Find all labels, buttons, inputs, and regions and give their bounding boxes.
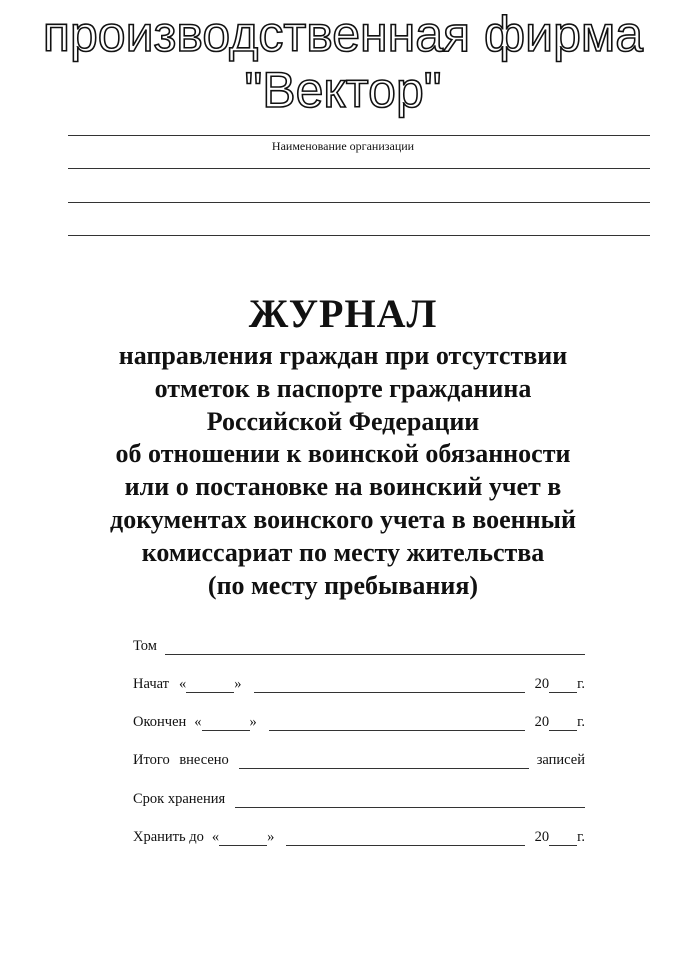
keep-until-row xyxy=(133,828,585,846)
org-line-2 xyxy=(68,168,650,169)
quote-open: « xyxy=(211,829,220,845)
year-suffix: г. xyxy=(577,676,585,692)
quote-open: « xyxy=(179,676,187,692)
keep-month-field[interactable] xyxy=(286,831,524,846)
volume-field[interactable] xyxy=(165,640,585,655)
records-label: записей xyxy=(536,752,585,768)
ended-year-field[interactable] xyxy=(549,716,577,731)
year-prefix: 20 xyxy=(534,714,550,730)
total-field[interactable] xyxy=(239,754,529,769)
volume-row xyxy=(133,637,585,655)
watermark: производственная фирма "Вектор" xyxy=(42,6,644,118)
quote-open: « xyxy=(194,714,202,730)
total-row xyxy=(133,751,585,769)
volume-label: Том xyxy=(133,638,157,654)
org-line-4 xyxy=(68,235,650,236)
started-month-field[interactable] xyxy=(254,678,525,693)
subtitle-line: об отношении к воинской обязанности xyxy=(115,439,571,469)
subtitle-line: направления граждан при отсутствии xyxy=(118,341,568,370)
subtitle-line: (по месту пребывания) xyxy=(207,570,479,600)
org-line-1 xyxy=(68,135,650,136)
year-prefix: 20 xyxy=(534,676,550,692)
org-line-3 xyxy=(68,202,650,203)
quote-close: » xyxy=(267,829,275,845)
retention-row xyxy=(133,790,585,808)
keep-year-field[interactable] xyxy=(549,831,577,846)
retention-field[interactable] xyxy=(235,793,585,808)
journal-title: ЖУРНАЛ xyxy=(248,291,438,336)
retention-label: Срок хранения xyxy=(133,791,226,807)
journal-subtitle xyxy=(40,340,646,602)
quote-close: » xyxy=(249,714,257,730)
subtitle-line: Российской Федерации xyxy=(206,406,480,436)
year-suffix: г. xyxy=(577,829,585,845)
total-label: Итого внесено xyxy=(133,752,229,768)
ended-row xyxy=(133,713,585,731)
year-prefix: 20 xyxy=(534,829,550,845)
started-year-field[interactable] xyxy=(549,678,577,693)
started-label: Начат xyxy=(133,676,170,692)
ended-label: Окончен xyxy=(133,714,187,730)
quote-close: » xyxy=(234,676,242,692)
ended-day-field[interactable] xyxy=(202,716,250,731)
keep-until-label: Хранить до xyxy=(133,829,204,845)
year-suffix: г. xyxy=(577,714,585,730)
subtitle-line: или о постановке на воинский учет в xyxy=(124,472,562,502)
subtitle-line: отметок в паспорте гражданина xyxy=(154,373,532,403)
ended-month-field[interactable] xyxy=(269,716,525,731)
started-day-field[interactable] xyxy=(186,678,234,693)
started-row xyxy=(133,675,585,693)
subtitle-line: документах воинского учета в военный xyxy=(110,504,576,534)
keep-day-field[interactable] xyxy=(219,831,267,846)
subtitle-line: комиссариат по месту жительства xyxy=(141,537,545,567)
org-label: Наименование организации xyxy=(271,139,415,153)
